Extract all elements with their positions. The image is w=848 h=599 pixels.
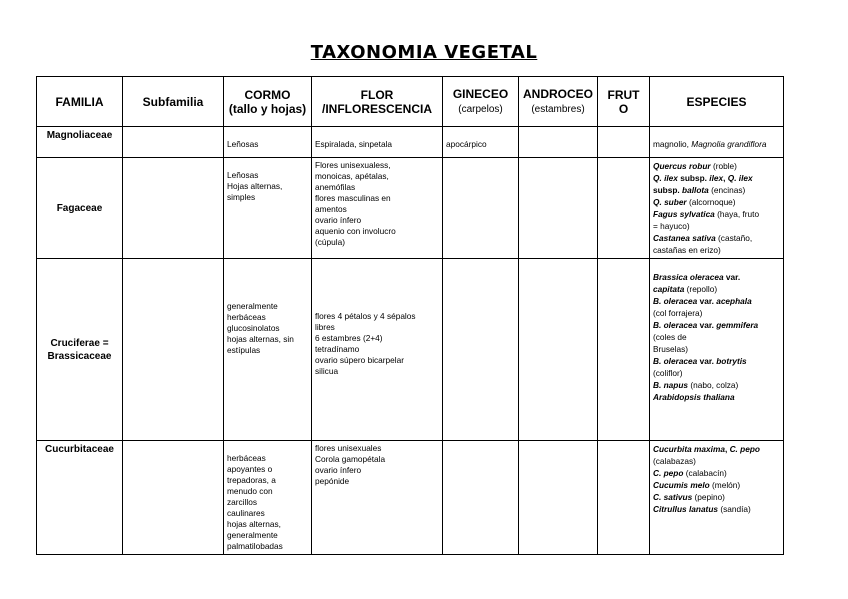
cormo-line: generalmente bbox=[227, 530, 278, 540]
header-flor bbox=[312, 77, 443, 127]
header-androceo-title: ANDROCEO bbox=[522, 86, 593, 101]
flor-line: flores 4 pétalos y 4 sépalos bbox=[315, 311, 416, 321]
flor-line: libres bbox=[315, 322, 335, 332]
gineceo-cell bbox=[443, 158, 519, 259]
cormo-line: estípulas bbox=[227, 345, 261, 355]
species-entry: Cucurbita maxima, C. pepo (calabazas) bbox=[653, 444, 760, 466]
species-entry: Q. suber (alcornoque) bbox=[653, 197, 736, 207]
header-fruto-line2: O bbox=[618, 101, 629, 116]
taxonomy-table bbox=[36, 76, 784, 555]
species-entry: C. pepo (calabacín) bbox=[653, 468, 727, 478]
especies-common: magnolio, bbox=[653, 139, 692, 149]
flor-line: Corola gamopétala bbox=[315, 454, 386, 464]
cormo-line: glucosinolatos bbox=[227, 323, 280, 333]
header-familia: FAMILIA bbox=[37, 77, 123, 127]
familia-line: Cruciferae = bbox=[50, 337, 109, 349]
header-especies: ESPECIES bbox=[650, 77, 784, 127]
cormo-cell bbox=[224, 158, 312, 259]
flor-line: tetradínamo bbox=[315, 344, 360, 354]
flor-line: 6 estambres (2+4) bbox=[315, 333, 383, 343]
header-fruto bbox=[598, 77, 650, 127]
species-entry: Castanea sativa (castaño, castañas en erizo) bbox=[653, 233, 753, 255]
cormo-line: Leñosas bbox=[227, 170, 259, 180]
cormo-line: generalmente bbox=[227, 301, 278, 311]
gineceo-cell: apocárpico bbox=[443, 127, 519, 158]
header-cormo bbox=[224, 77, 312, 127]
familia-cell: Fagaceae bbox=[37, 158, 123, 259]
androceo-cell bbox=[519, 127, 598, 158]
species-entry: B. oleracea var. acephala (col forrajera) bbox=[653, 296, 752, 318]
subfamilia-cell bbox=[123, 259, 224, 441]
header-gineceo-title: GINECEO bbox=[452, 86, 509, 101]
cormo-line: hojas alternas, sin bbox=[227, 334, 294, 344]
flor-cell bbox=[312, 158, 443, 259]
flor-line: ovario ínfero bbox=[315, 465, 362, 475]
familia-cell: Magnoliaceae bbox=[37, 127, 123, 158]
header-fruto-line1: FRUT bbox=[607, 87, 640, 102]
species-entry: B. oleracea var. botrytis (coliflor) bbox=[653, 356, 747, 378]
cormo-line: herbáceas bbox=[227, 312, 266, 322]
header-row bbox=[37, 77, 784, 127]
header-flor-title: FLOR bbox=[360, 87, 394, 102]
species-entry: Quercus robur (roble) bbox=[653, 161, 737, 171]
header-cormo-title: CORMO bbox=[244, 87, 291, 102]
cormo-line: caulinares bbox=[227, 508, 265, 518]
especies-scientific: Magnolia grandiflora bbox=[691, 139, 767, 149]
cormo-cell: Leñosas bbox=[224, 127, 312, 158]
especies-cell bbox=[650, 158, 784, 259]
flor-line: flores masculinas en bbox=[315, 193, 391, 203]
cormo-line: apoyantes o bbox=[227, 464, 273, 474]
fruto-cell bbox=[598, 259, 650, 441]
gineceo-cell bbox=[443, 259, 519, 441]
header-gineceo-sub: (carpelos) bbox=[458, 103, 503, 115]
species-entry: Fagus sylvatica (haya, fruto = hayuco) bbox=[653, 209, 760, 231]
cormo-line: trepadoras, a bbox=[227, 475, 276, 485]
subfamilia-cell bbox=[123, 158, 224, 259]
familia-cell: Cucurbitaceae bbox=[37, 441, 123, 555]
subfamilia-cell bbox=[123, 441, 224, 555]
header-cormo-sub: (tallo y hojas) bbox=[228, 101, 307, 116]
header-gineceo bbox=[443, 77, 519, 127]
flor-line: amentos bbox=[315, 204, 347, 214]
familia-line: Brassicaceae bbox=[47, 350, 112, 362]
species-entry: C. sativus (pepino) bbox=[653, 492, 725, 502]
species-entry: Brassica oleracea var. capitata (repollo) bbox=[653, 272, 741, 294]
cormo-cell bbox=[224, 441, 312, 555]
cormo-line: Hojas alternas, bbox=[227, 181, 283, 191]
flor-line: ovario ínfero bbox=[315, 215, 362, 225]
especies-cell bbox=[650, 127, 784, 158]
header-flor-sub: /INFLORESCENCIA bbox=[321, 101, 432, 116]
especies-cell bbox=[650, 441, 784, 555]
species-entry: B. oleracea var. gemmifera (coles de Bruselas) bbox=[653, 320, 759, 354]
table-row-fagaceae bbox=[37, 158, 784, 259]
cormo-line: zarcillos bbox=[227, 497, 257, 507]
cormo-line: hojas alternas, bbox=[227, 519, 281, 529]
header-androceo-sub: (estambres) bbox=[531, 103, 585, 115]
table-row-magnoliaceae bbox=[37, 127, 784, 158]
flor-line: anemófilas bbox=[315, 182, 356, 192]
document-title: TAXONOMIA VEGETAL bbox=[310, 42, 538, 63]
species-entry: Q. ilex subsp. ilex, Q. ilex subsp. ballota (encinas) bbox=[653, 173, 753, 195]
species-entry: Arabidopsis thaliana bbox=[653, 392, 735, 402]
flor-line: aquenio con involucro bbox=[315, 226, 396, 236]
familia-cell bbox=[37, 259, 123, 441]
cormo-cell bbox=[224, 259, 312, 441]
especies-cell bbox=[650, 259, 784, 441]
flor-line: Flores unisexualess, bbox=[315, 160, 391, 170]
fruto-cell bbox=[598, 158, 650, 259]
header-subfamilia: Subfamilia bbox=[123, 77, 224, 127]
cormo-line: menudo con bbox=[227, 486, 273, 496]
cormo-line: simples bbox=[227, 192, 256, 202]
flor-line: ovario súpero bicarpelar bbox=[315, 355, 405, 365]
flor-line: (cúpula) bbox=[315, 237, 345, 247]
androceo-cell bbox=[519, 259, 598, 441]
flor-cell bbox=[312, 259, 443, 441]
subfamilia-cell bbox=[123, 127, 224, 158]
table-row-cucurbitaceae bbox=[37, 441, 784, 555]
androceo-cell bbox=[519, 441, 598, 555]
species-entry: Cucumis melo (melón) bbox=[653, 480, 741, 490]
fruto-cell bbox=[598, 441, 650, 555]
gineceo-cell bbox=[443, 441, 519, 555]
fruto-cell bbox=[598, 127, 650, 158]
flor-line: pepónide bbox=[315, 476, 350, 486]
flor-line: flores unisexuales bbox=[315, 443, 382, 453]
species-entry: Citrullus lanatus (sandía) bbox=[653, 504, 751, 514]
cormo-line: herbáceas bbox=[227, 453, 266, 463]
flor-line: monoicas, apétalas, bbox=[315, 171, 389, 181]
flor-cell: Espiralada, sinpetala bbox=[312, 127, 443, 158]
flor-line: silicua bbox=[315, 366, 339, 376]
header-androceo bbox=[519, 77, 598, 127]
species-entry: B. napus (nabo, colza) bbox=[653, 380, 739, 390]
androceo-cell bbox=[519, 158, 598, 259]
flor-cell bbox=[312, 441, 443, 555]
table-row-cruciferae bbox=[37, 259, 784, 441]
cormo-line: palmatilobadas bbox=[227, 541, 283, 551]
